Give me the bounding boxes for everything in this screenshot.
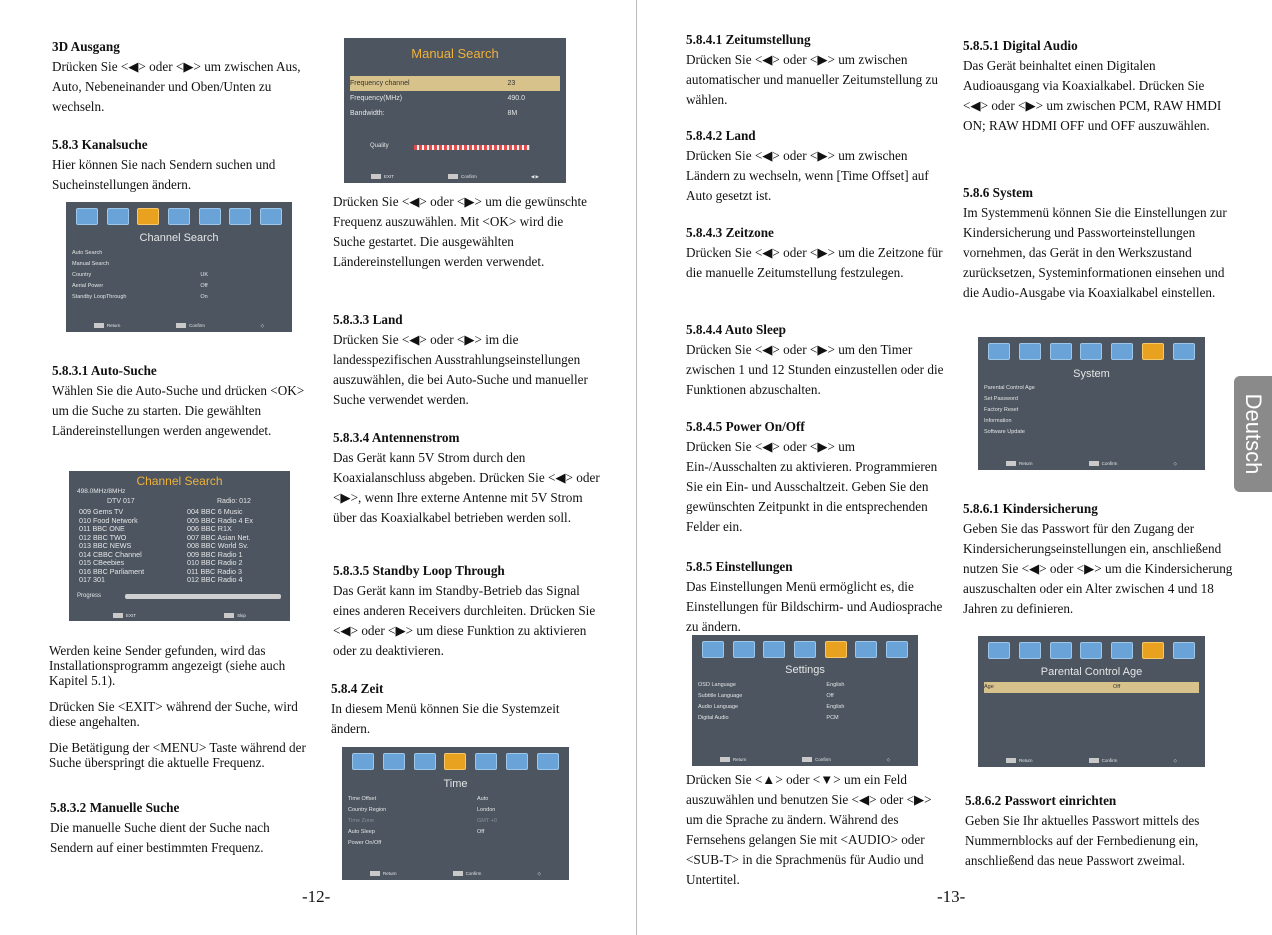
paragraph: Drücken Sie <◀> oder <▶> im die landesspezifischen Ausstrahlungseinstellungen auszuwählen, die bei Auto-Suche und manueller Suche verwendet werden. — [333, 332, 588, 407]
gear-icon — [1111, 642, 1133, 659]
picture-icon — [1019, 343, 1041, 360]
gear-icon — [475, 753, 497, 770]
paragraph: Wählen Sie die Auto-Suche und drücken <OK> um die Suche zu starten. Die gewählten Ländereinstellungen werden angewendet. — [52, 383, 305, 438]
screen-footer — [66, 323, 292, 329]
row-value — [200, 248, 286, 259]
row-label: Manual Search — [72, 261, 109, 267]
page-divider — [636, 0, 637, 935]
nav-arrows-icon: ◇ — [260, 323, 265, 328]
row-value: London — [477, 807, 496, 813]
radio-count: Radio: 012 — [217, 498, 251, 505]
return-hint: Return — [370, 871, 397, 877]
menu-row — [350, 91, 560, 106]
confirm-hint: Confirm — [448, 174, 477, 180]
paragraph: Drücken Sie <▲> oder <▼> um ein Feld auszuwählen und benutzen Sie <◀> oder <▶> um die Sprache zu ändern. Während des Fernsehens gelangen Sie mit <AUDIO> oder <SUB-T> in die Sprachmenüs für Audio und Untertitel. — [686, 772, 932, 887]
paragraph: Drücken Sie <◀> oder <▶> um den Timer zwischen 1 und 12 Stunden einzustellen oder die Funktionen abzuschalten. — [686, 342, 944, 397]
exit-hint: EXIT — [113, 613, 136, 618]
heading: 5.8.4.5 Power On/Off — [686, 419, 805, 434]
clock-icon — [794, 641, 816, 658]
search-icon — [1050, 642, 1072, 659]
row-value — [200, 259, 286, 270]
row-label: Auto Sleep — [348, 829, 375, 835]
menu-rows — [984, 383, 1199, 438]
left-right-icon: ◀ ▶ — [530, 174, 539, 179]
menu-row — [72, 270, 286, 281]
menu-icon-bar — [692, 639, 918, 659]
row-label: Aerial Power — [72, 283, 104, 289]
usb-icon — [1173, 642, 1195, 659]
confirm-hint: Confirm — [453, 871, 482, 877]
section-search-notes — [49, 643, 314, 770]
row-label: Set Password — [984, 396, 1018, 402]
screenshot-channel-scan — [69, 471, 290, 621]
row-value: 8M — [507, 110, 518, 117]
paragraph: Drücken Sie <◀> oder <▶> um die gewünschte Frequenz auszuwählen. Mit <OK> wird die Suche gestartet. Die ausgewählten Ländereinstellungen werden verwendet. — [333, 194, 588, 269]
paragraph: Drücken Sie <◀> oder <▶> um zwischen automatischer und manueller Zeitumstellung zu wählen. — [686, 52, 938, 107]
row-label: Time Zone — [348, 818, 375, 824]
row-label: Time Offset — [348, 796, 377, 802]
section-antenna-power — [333, 428, 608, 528]
nav-arrows-icon: ◇ — [537, 871, 541, 876]
section-timezone — [686, 223, 948, 283]
heading: 3D Ausgang — [52, 39, 120, 54]
screenshot-time — [342, 747, 569, 880]
paragraph: Drücken Sie <◀> oder <▶> um zwischen Aus, Auto, Nebeneinander und Oben/Unten zu wechseln. — [52, 59, 301, 114]
menu-row — [348, 794, 563, 805]
screen-title: Channel Search — [139, 232, 219, 244]
menu-rows — [698, 680, 912, 724]
disc-icon — [855, 641, 877, 658]
screen-footer — [344, 174, 566, 180]
clock-icon — [1080, 343, 1102, 360]
search-icon — [763, 641, 785, 658]
paragraph: Im Systemmenü können Sie die Einstellungen zur Kindersicherung und Passworteinstellungen vornehmen, das Gerät in den Werkszustand zurücksetzen, Systeminformationen einsehen und die Audio-Ausgabe via Koaxialkabel einstellen. — [963, 205, 1227, 300]
heading: 5.8.6.2 Passwort einrichten — [965, 793, 1117, 808]
paragraph: Drücken Sie <◀> oder <▶> um Ein-/Ausschalten zu aktivieren. Programmieren Sie ein Ein- und Ausschaltzeit. Geben Sie den gewünschten Zeitpunkt in die entsprechenden Felder ein. — [686, 439, 938, 534]
section-parental — [963, 499, 1233, 619]
menu-row — [72, 248, 286, 259]
usb-icon — [886, 641, 908, 658]
picture-icon — [1019, 642, 1041, 659]
menu-row — [698, 702, 912, 713]
confirm-hint: Confirm — [1089, 758, 1118, 764]
row-label: Country Region — [348, 807, 387, 813]
row-value: Off — [826, 693, 834, 699]
return-hint: Return — [1006, 758, 1033, 764]
section-password — [965, 791, 1227, 871]
heading: 5.8.3.1 Auto-Suche — [52, 363, 157, 378]
section-power-on-off — [686, 417, 948, 537]
disc-icon — [229, 208, 251, 225]
picture-icon — [383, 753, 405, 770]
heading: 5.8.5.1 Digital Audio — [963, 38, 1078, 53]
section-time — [331, 679, 596, 739]
section-digital-audio — [963, 36, 1225, 136]
row-label: Digital Audio — [698, 715, 729, 721]
row-value: Off — [1113, 684, 1121, 690]
return-hint: Return — [94, 323, 121, 329]
row-label: Information — [984, 418, 1012, 424]
gear-icon — [199, 208, 221, 225]
menu-row — [984, 405, 1199, 416]
row-value: English — [826, 682, 845, 688]
heading: 5.8.6 System — [963, 185, 1033, 200]
section-system — [963, 183, 1228, 303]
row-value: UK — [200, 272, 209, 278]
menu-row — [984, 416, 1199, 427]
row-label: OSD Language — [698, 682, 736, 688]
screen-footer — [69, 613, 290, 618]
screen-footer — [342, 871, 569, 877]
screenshot-system — [978, 337, 1205, 470]
picture-icon — [107, 208, 129, 225]
paragraph: Drücken Sie <◀> oder <▶> um zwischen Ländern zu wechseln, wenn [Time Offset] auf Auto gesetzt ist. — [686, 148, 929, 203]
menu-row — [348, 805, 563, 816]
confirm-hint: Confirm — [802, 757, 831, 763]
usb-icon — [260, 208, 282, 225]
row-label: Subtitle Language — [698, 693, 743, 699]
row-value: English — [826, 704, 845, 710]
row-value — [477, 838, 563, 849]
menu-row-selected — [984, 682, 1199, 693]
screenshot-channel-search — [66, 202, 292, 332]
menu-row — [984, 383, 1199, 394]
paragraph: Drücken Sie <EXIT> während der Suche, wird diese angehalten. — [49, 699, 298, 729]
paragraph: Das Einstellungen Menü ermöglicht es, die Einstellungen für Bildschirm- und Audiosprache zu ändern. — [686, 579, 943, 634]
screen-footer — [978, 758, 1205, 764]
heading: 5.8.3 Kanalsuche — [52, 137, 148, 152]
disc-icon — [506, 753, 528, 770]
row-value: 490.0 — [507, 95, 526, 102]
section-manual-search — [50, 798, 315, 858]
section-standby-loop — [333, 561, 603, 661]
menu-row — [984, 427, 1199, 438]
menu-rows — [348, 794, 563, 849]
paragraph: Das Gerät kann 5V Strom durch den Koaxialanschluss abgeben. Drücken Sie <◀> oder <▶>, wenn Ihre externe Antenne mit 5V Strom über das Koaxialkabel betrieben werden soll. — [333, 450, 600, 525]
row-label: Factory Reset — [984, 407, 1019, 413]
paragraph: Hier können Sie nach Sendern suchen und Sucheinstellungen ändern. — [52, 157, 276, 192]
section-channel-search — [52, 135, 322, 195]
row-label: Standby LoopThrough — [72, 294, 127, 300]
heading: 5.8.3.2 Manuelle Suche — [50, 800, 180, 815]
menu-rows — [984, 682, 1199, 693]
heading: 5.8.4.2 Land — [686, 128, 756, 143]
menu-icon-bar — [978, 341, 1205, 361]
menu-row — [984, 394, 1199, 405]
section-settings-desc — [686, 770, 948, 890]
row-value: 23 — [507, 80, 516, 87]
section-time-change — [686, 30, 954, 110]
menu-icon-bar — [978, 640, 1205, 660]
row-value: Off — [200, 283, 208, 289]
row-label: Frequency(MHz) — [350, 95, 403, 102]
confirm-hint: Confirm — [1089, 461, 1118, 467]
heading: 5.8.4 Zeit — [331, 681, 384, 696]
screen-title: Settings — [785, 664, 825, 676]
dtv-count: DTV 017 — [107, 498, 135, 505]
row-label: Bandwidth: — [350, 110, 385, 117]
screen-title: Parental Control Age — [1040, 666, 1143, 678]
search-icon — [137, 208, 159, 225]
menu-row — [350, 106, 560, 121]
search-icon — [414, 753, 436, 770]
row-label: Audio Language — [698, 704, 739, 710]
menu-rows — [72, 248, 286, 303]
skip-hint: Skip — [224, 613, 246, 618]
usb-icon — [537, 753, 559, 770]
heading: 5.8.4.1 Zeitumstellung — [686, 32, 811, 47]
section-region — [686, 126, 948, 206]
heading: 5.8.3.5 Standby Loop Through — [333, 563, 505, 578]
paragraph: In diesem Menü können Sie die Systemzeit ändern. — [331, 701, 560, 736]
menu-row — [72, 281, 286, 292]
nav-arrows-icon: ◇ — [1173, 461, 1177, 466]
section-country — [333, 310, 608, 410]
page-number: -12- — [302, 887, 331, 906]
row-label: Frequency channel — [350, 80, 410, 87]
confirm-hint: Confirm — [176, 323, 205, 329]
nav-arrows-icon: ◇ — [1173, 758, 1177, 763]
return-hint: Return — [720, 757, 747, 763]
screen-title: Time — [443, 778, 468, 790]
menu-rows — [350, 76, 560, 121]
menu-row — [72, 292, 286, 303]
heading: 5.8.3.4 Antennenstrom — [333, 430, 460, 445]
screenshot-manual-search — [344, 38, 566, 183]
tv-icon — [352, 753, 374, 770]
row-value: On — [200, 294, 208, 300]
screen-title: Manual Search — [411, 46, 499, 61]
language-tab — [1234, 376, 1272, 492]
search-icon — [1050, 343, 1072, 360]
screen-title: System — [1073, 368, 1110, 380]
paragraph: Geben Sie das Passwort für den Zugang der Kindersicherungseinstellungen ein, anschließend nutzen Sie <◀> oder <▶> um die Kindersicherung auszuschalten oder ein Alter zwischen 4 und 18 Jahren zu definieren. — [963, 521, 1233, 616]
row-value: PCM — [826, 715, 839, 721]
progress-label: Progress — [77, 593, 102, 599]
menu-icon-bar — [66, 206, 292, 226]
paragraph: Geben Sie Ihr aktuelles Passwort mittels des Nummernblocks auf der Fernbedienung ein, anschließend das neue Passwort zweimal. — [965, 813, 1200, 868]
paragraph: Die manuelle Suche dient der Suche nach Sendern auf einer bestimmten Frequenz. — [50, 820, 270, 855]
picture-icon — [733, 641, 755, 658]
usb-icon — [1173, 343, 1195, 360]
screen-title: Channel Search — [136, 474, 223, 488]
clock-icon — [444, 753, 466, 770]
heading: 5.8.3.3 Land — [333, 312, 403, 327]
exit-hint: EXIT — [371, 174, 394, 180]
menu-row — [698, 691, 912, 702]
row-label: Parental Control Age — [984, 385, 1035, 391]
row-value: Auto — [477, 796, 489, 802]
menu-row-disabled — [348, 816, 563, 827]
screenshot-settings — [692, 635, 918, 766]
page-number: -13- — [937, 887, 966, 906]
tv-channel-list: 009 Gems TV 010 Food Network 011 BBC ONE 012 BBC TWO 013 BBC NEWS 014 CBBC Channel 015 CBeebies 016 BBC Parliament 017 301 — [79, 507, 145, 584]
menu-row-selected — [350, 76, 560, 91]
disc-icon — [1142, 642, 1164, 659]
quality-bar — [414, 145, 530, 150]
menu-icon-bar — [342, 751, 569, 771]
tv-icon — [988, 343, 1010, 360]
menu-row — [348, 838, 563, 849]
screenshot-parental-control — [978, 636, 1205, 767]
paragraph: Werden keine Sender gefunden, wird das Installationsprogramm angezeigt (siehe auch Kapitel 5.1). — [49, 643, 286, 688]
row-label: Software Update — [984, 429, 1025, 435]
section-3d-output — [52, 37, 322, 117]
heading: 5.8.5 Einstellungen — [686, 559, 793, 574]
row-label: Country — [72, 272, 92, 278]
tv-icon — [76, 208, 98, 225]
radio-channel-list: 004 BBC 6 Music 005 BBC Radio 4 Ex 006 BBC R1X 007 BBC Asian Net. 008 BBC World Sv. 009 BBC Radio 1 010 BBC Radio 2 011 BBC Radio 3 012 BBC Radio 4 — [187, 507, 253, 584]
row-label: Auto Search — [72, 250, 103, 256]
disc-icon — [1142, 343, 1164, 360]
row-value: Off — [477, 829, 485, 835]
section-auto-sleep — [686, 320, 956, 400]
row-label: Age — [984, 684, 994, 690]
row-value: GMT +0 — [477, 818, 497, 824]
menu-row — [72, 259, 286, 270]
tv-icon — [702, 641, 724, 658]
language-tab-label: Deutsch — [1241, 393, 1266, 475]
heading: 5.8.4.4 Auto Sleep — [686, 322, 787, 337]
gear-icon — [825, 641, 847, 658]
paragraph: Die Betätigung der <MENU> Taste während der Suche überspringt die aktuelle Frequenz. — [49, 740, 306, 770]
clock-icon — [1080, 642, 1102, 659]
paragraph: Drücken Sie <◀> oder <▶> um die Zeitzone für die manuelle Zeitumstellung festzulegen. — [686, 245, 943, 280]
quality-label: Quality — [370, 143, 389, 149]
nav-arrows-icon: ◇ — [886, 757, 891, 762]
paragraph: Das Gerät beinhaltet einen Digitalen Audioausgang via Koaxialkabel. Drücken Sie <◀> oder <▶> um zwischen PCM, RAW HMDI ON; RAW HDMI OFF und OFF auszuwählen. — [963, 58, 1222, 133]
row-label: Power On/Off — [348, 840, 382, 846]
frequency-readout: 498.0MHz/8MHz — [77, 488, 126, 495]
heading: 5.8.6.1 Kindersicherung — [963, 501, 1098, 516]
paragraph: Das Gerät kann im Standby-Betrieb das Signal eines anderen Receivers durchleiten. Drücken Sie <◀> oder <▶> um diese Funktion zu aktivieren oder zu deaktivieren. — [333, 583, 596, 658]
screen-footer — [978, 461, 1205, 467]
section-manual-search-desc — [333, 192, 593, 272]
section-settings — [686, 557, 948, 637]
menu-row — [698, 713, 912, 724]
section-auto-search — [52, 361, 314, 441]
menu-row — [698, 680, 912, 691]
menu-row — [348, 827, 563, 838]
gear-icon — [1111, 343, 1133, 360]
heading: 5.8.4.3 Zeitzone — [686, 225, 774, 240]
return-hint: Return — [1006, 461, 1033, 467]
tv-icon — [988, 642, 1010, 659]
progress-bar — [125, 594, 281, 599]
clock-icon — [168, 208, 190, 225]
screen-footer — [692, 757, 918, 763]
